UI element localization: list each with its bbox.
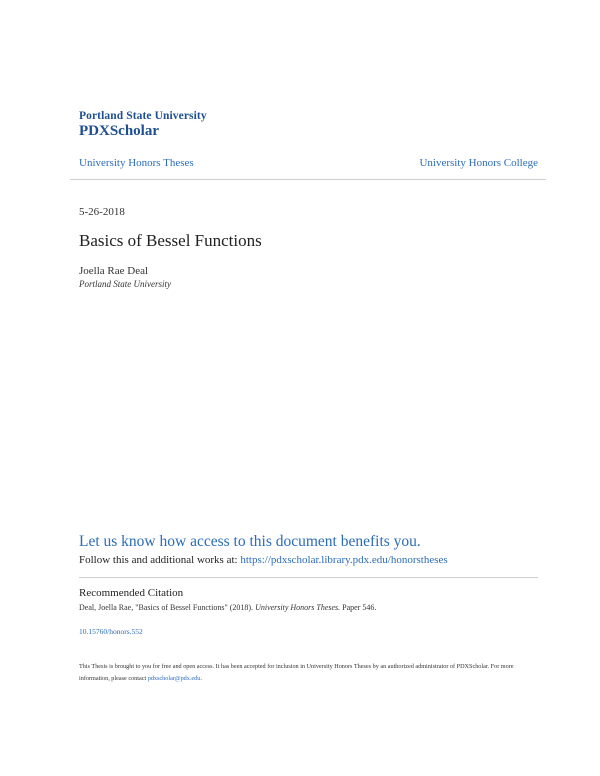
university-name: Portland State University xyxy=(79,110,207,122)
feedback-link[interactable]: Let us know how access to this document benefits you. xyxy=(79,533,421,550)
publication-date: 5-26-2018 xyxy=(79,206,125,218)
recommended-citation-label: Recommended Citation xyxy=(79,587,184,599)
author-name: Joella Rae Deal xyxy=(79,265,149,277)
contact-email-link[interactable]: pdxscholar@pdx.edu xyxy=(147,674,201,682)
document-title: Basics of Bessel Functions xyxy=(79,231,262,250)
citation-main: Deal, Joella Rae, "Basics of Bessel Functions" (2018). xyxy=(79,603,256,612)
notice-end: . xyxy=(200,674,202,682)
follow-line xyxy=(79,554,448,566)
citation-journal: University Honors Theses. xyxy=(255,603,341,612)
honors-college-link[interactable]: University Honors College xyxy=(419,157,538,169)
honors-theses-link[interactable]: University Honors Theses xyxy=(79,157,194,169)
repository-name[interactable]: PDXScholar xyxy=(79,123,159,139)
access-notice xyxy=(79,661,529,684)
header-divider xyxy=(70,179,546,180)
citation-divider xyxy=(79,577,538,578)
repository-header xyxy=(79,110,207,140)
notice-text: This Thesis is brought to you for free and open access. It has been accepted for inclusion in University Honors Theses by an authorized administrator of PDXScholar. For more information, please contact xyxy=(79,663,514,682)
collection-url-link[interactable]: https://pdxscholar.library.pdx.edu/honorstheses xyxy=(240,554,448,566)
follow-prefix: Follow this and additional works at: xyxy=(79,554,241,566)
doi-link[interactable]: 10.15760/honors.552 xyxy=(79,627,143,636)
citation-paper: Paper 546. xyxy=(340,603,377,612)
author-affiliation: Portland State University xyxy=(79,279,171,289)
citation-text xyxy=(79,603,376,612)
